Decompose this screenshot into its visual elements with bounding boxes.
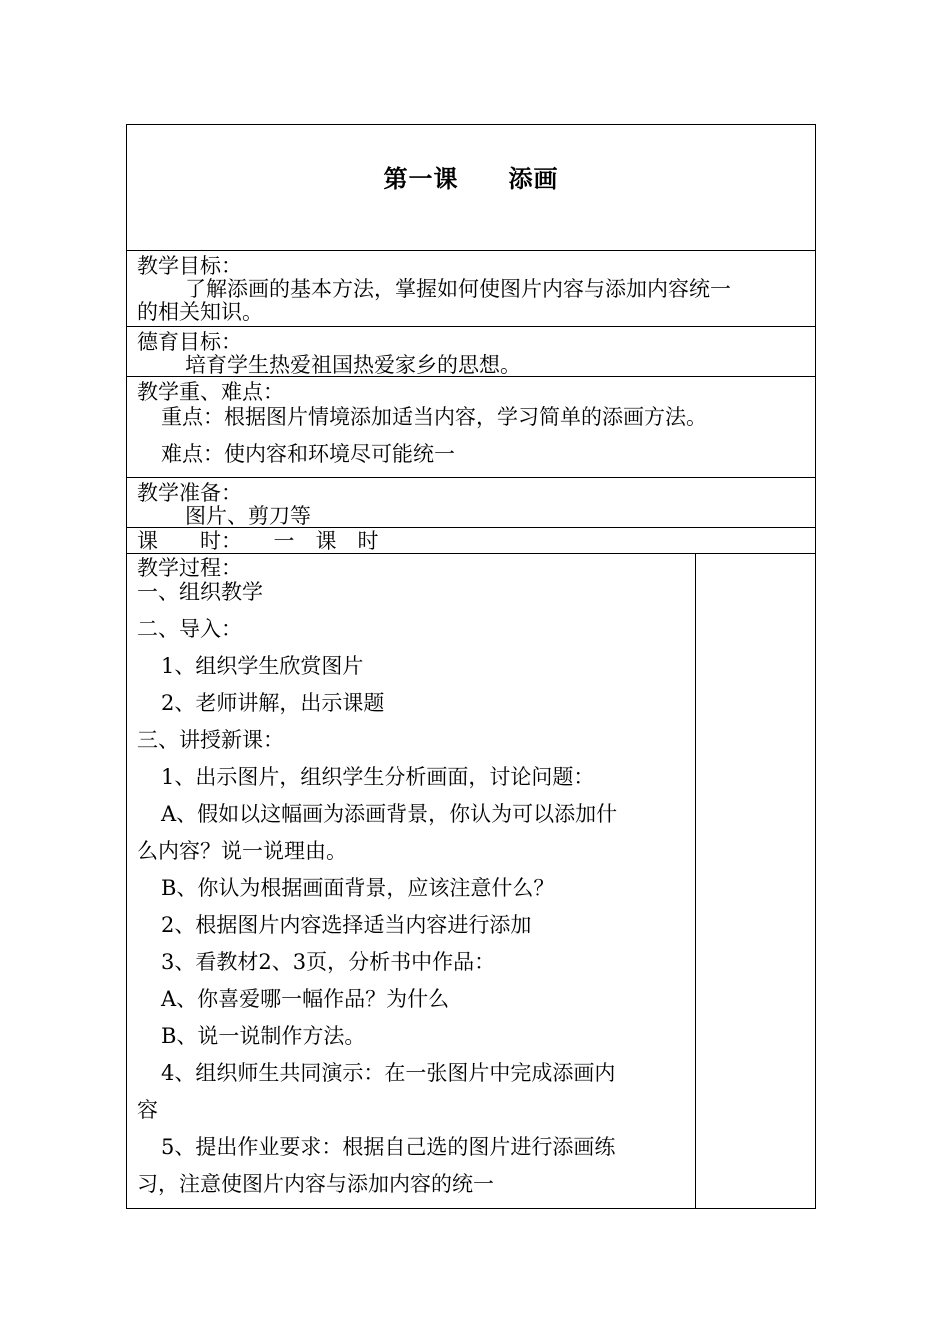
moral-row: [127, 327, 815, 377]
process-line: 容: [137, 1098, 158, 1122]
objective-row: [127, 251, 815, 327]
process-line: A、你喜爱哪一幅作品？为什么: [161, 987, 450, 1011]
process-line: 5、提出作业要求：根据自己选的图片进行添画练: [161, 1135, 616, 1159]
keypoints-label: 教学重、难点：: [137, 380, 284, 404]
keypoints-row: [127, 377, 815, 478]
process-line: 一、组织教学: [137, 580, 263, 604]
period-text: 课 时： 一 课 时: [137, 529, 379, 553]
process-line: 习，注意使图片内容与添加内容的统一: [137, 1172, 494, 1196]
objective-text-line2: 的相关知识。: [137, 300, 263, 324]
process-line: 3、看教材2、3页，分析书中作品：: [161, 950, 496, 974]
process-line: 1、组织学生欣赏图片: [161, 654, 364, 678]
process-line: 2、老师讲解，出示课题: [161, 691, 385, 715]
objective-label: 教学目标：: [137, 254, 242, 278]
focus-point: 重点：根据图片情境添加适当内容，学习简单的添画方法。: [161, 405, 707, 429]
lesson-title: 第一课 添画: [383, 164, 559, 193]
process-row: [127, 554, 815, 1208]
process-line: 4、组织师生共同演示：在一张图片中完成添画内: [161, 1061, 616, 1085]
process-line: 么内容？说一说理由。: [137, 839, 347, 863]
title-row: [127, 125, 815, 251]
objective-text-line1: 了解添画的基本方法，掌握如何使图片内容与添加内容统一: [185, 277, 731, 301]
lesson-plan-table: [126, 124, 816, 1209]
difficult-point: 难点：使内容和环境尽可能统一: [161, 442, 455, 466]
preparation-text: 图片、剪刀等: [185, 504, 311, 528]
preparation-label: 教学准备：: [137, 481, 242, 505]
preparation-row: [127, 478, 815, 528]
process-label: 教学过程：: [137, 556, 242, 580]
process-line: 2、根据图片内容选择适当内容进行添加: [161, 913, 532, 937]
process-line: B、你认为根据画面背景，应该注意什么？: [161, 876, 555, 900]
process-line: A、假如以这幅画为添画背景，你认为可以添加什: [161, 802, 618, 826]
process-line: 二、导入：: [137, 617, 242, 641]
moral-text: 培育学生热爱祖国热爱家乡的思想。: [185, 353, 521, 377]
notes-column-divider: [695, 554, 696, 1208]
process-line: 1、出示图片，组织学生分析画面，讨论问题：: [161, 765, 595, 789]
period-row: [127, 528, 815, 554]
moral-label: 德育目标：: [137, 330, 242, 354]
process-line: 三、讲授新课：: [137, 728, 284, 752]
process-line: B、说一说制作方法。: [161, 1024, 366, 1048]
